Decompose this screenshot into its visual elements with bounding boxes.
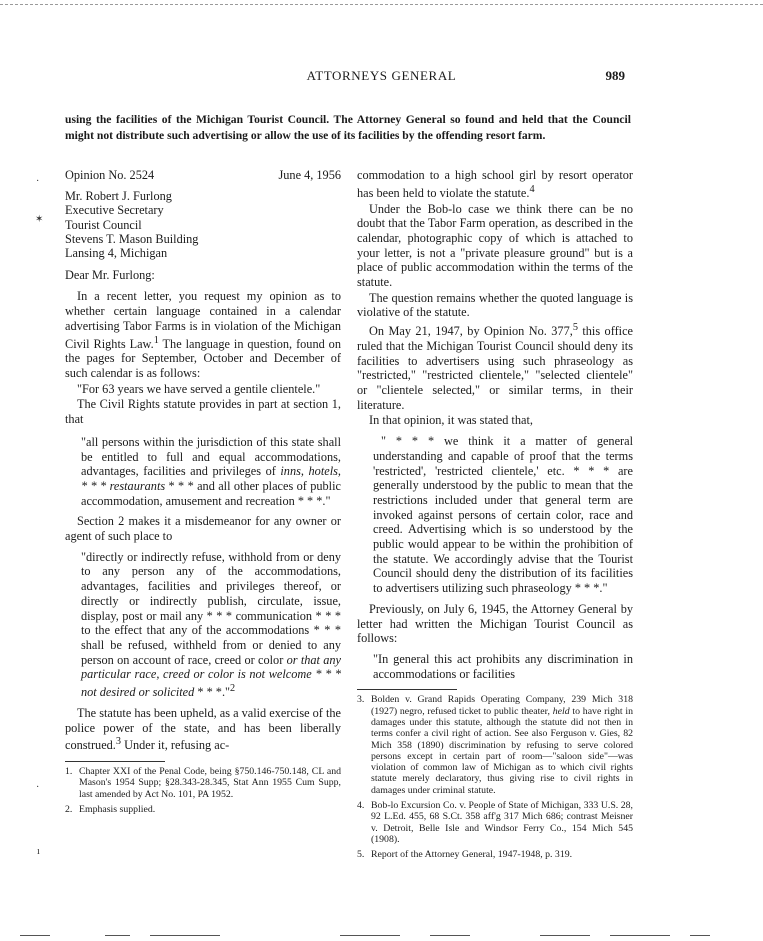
- body-paragraph: Under the Bob-lo case we think there can be no doubt that the Tabor Farm operation, as described in the calendar, photographic copy of which is attached to your letter, is not a "private pleasure ground" but is a place of public accommodation within the terms of the statute.: [357, 201, 633, 290]
- footnote: 5. Report of the Attorney General, 1947-1948, p. 319.: [357, 849, 573, 861]
- footnote-divider: [357, 689, 457, 690]
- footnote: 1. Chapter XXI of the Penal Code, being §750.146-750.148, CL and Mason's 1954 Supp; §28.343-28.345, Stat Ann 1955 Cum Supp, last amended by Act No. 101, PA 1952.: [65, 766, 341, 800]
- scan-speck: ı: [37, 846, 40, 857]
- footnotes-left: [65, 766, 341, 815]
- footnote: 3. Bolden v. Grand Rapids Operating Company, 239 Mich 318 (1927) negro, refused ticket to public theater, held to have right in damages under this statute, although the statute did not then in terms confer a civil right of action. See also Ferguson v. Gies, 82 Mich 358 (1890) discrimination by refusing to serve colored persons except in certain part of room—"saloon side"—was violation of common law of Michigan as to which civil rights statute merely declaratory, thus giving rise to civil rights in damages under criminal statute.: [357, 694, 633, 796]
- page-number: 989: [605, 68, 625, 83]
- body-paragraph: On May 21, 1947, by Opinion No. 377,$^5$ this office ruled that the Michigan Tourist Council should deny its facilities to advertisers using such phraseology as "restricted," "restricted clientele," "selected clientele" or "clientele selected," or similar terms, in their literature.: [357, 322, 633, 412]
- footnote-ref: 4: [529, 183, 535, 195]
- body-paragraph: commodation to a high school girl by resort operator has been held to violate the statute.$^4$: [357, 168, 633, 200]
- body-paragraph: The Civil Rights statute provides in part at section 1, that: [65, 397, 341, 427]
- letter-quote: "In general this act prohibits any discrimination in accommodations or facilities: [373, 651, 633, 681]
- body-paragraph: In a recent letter, you request my opinion as to whether certain language contained in a calendar advertising Tabor Farms is in violation of the Michigan Civil Rights Law.$^1$ The language in question, found on the pages for September, October and December of such calendar is as follows:: [65, 289, 341, 381]
- footnote-ref: 2: [230, 683, 236, 695]
- salutation: Dear Mr. Furlong:: [65, 267, 155, 282]
- footnote-ref: 5: [572, 322, 578, 334]
- scan-top-edge: [0, 4, 763, 5]
- opinion-date: June 4, 1956: [278, 168, 341, 182]
- footnote-ref: 1: [153, 334, 159, 346]
- opinion-number: Opinion No. 2524: [65, 168, 155, 182]
- body-paragraph: Previously, on July 6, 1945, the Attorney General by letter had written the Michigan Tourist Council as follows:: [357, 601, 633, 646]
- scan-bottom-edge: [0, 935, 763, 941]
- quoted-language: "For 63 years we have served a gentile clientele.": [77, 381, 321, 396]
- summary-paragraph: using the facilities of the Michigan Tourist Council. The Attorney General so found and held that the Council might not distribute such advertising or allow the use of its facilities by the offending resort farm.: [65, 113, 631, 142]
- statute-quote: "directly or indirectly refuse, withhold from or deny to any person any of the accommodations, advantages, facilities and privileges thereof, or directly or indirectly publish, circulate, issue, display, post or mail any * * * communication * * * to the effect that any of the accommodations * * * shall be refused, withheld from or denied to any person on account of race, creed or color or that any particular race, creed or color is not welcome * * * not desired or solicited * * *."$^2$: [81, 549, 342, 700]
- footnote: 4. Bob-lo Excursion Co. v. People of State of Michigan, 333 U.S. 28, 92 L.Ed. 455, 68 S.Ct. 358 aff'g 317 Mich 686; contrast Meisner v. Detroit, Belle Isle and Windsor Ferry Co., 154 Mich 545 (1908).: [357, 800, 633, 845]
- running-header-title: ATTORNEYS GENERAL: [306, 68, 457, 83]
- body-paragraph: Section 2 makes it a misdemeanor for any owner or agent of such place to: [65, 514, 341, 544]
- addressee-block: [65, 189, 341, 261]
- scan-speck: ·: [36, 782, 40, 793]
- footnote-ref: 3: [115, 736, 122, 748]
- body-paragraph: The question remains whether the quoted language is violative of the statute.: [357, 290, 633, 320]
- footnote-divider: [65, 761, 165, 762]
- opinion-heading: [65, 168, 341, 183]
- opinion-quote: " * * * we think it a matter of general understanding and capable of proof that the terms 'restricted', 'restricted clientele,' etc. * * * are generally understood by the public to mean that the restrictions included under that general term are invoked against persons of certain color, race and creed. Advertising which is so understood by the public would appear to be within the prohibition of the statute. We accordingly advise that the Tourist Council should deny the distribution of its facilities to advertisers utilizing such phraseology * * *.": [373, 434, 633, 596]
- statute-quote: "all persons within the jurisdiction of this state shall be entitled to full and equal accommodations, advantages, facilities and privileges of inns, hotels, * * * restaurants * * * and all other places of public accommodation, amusement and recreation * * *.": [81, 434, 341, 508]
- addressee-line: Stevens T. Mason Building: [65, 231, 199, 246]
- body-paragraph: The statute has been upheld, as a valid exercise of the police power of the state, and has been liberally construed.$^3$ Under it, refusing ac-: [65, 705, 341, 753]
- footnote: 2. Emphasis supplied.: [65, 804, 156, 815]
- body-paragraph: In that opinion, it was stated that,: [369, 413, 533, 428]
- scan-speck: ·: [36, 176, 40, 187]
- addressee-line: Tourist Council: [65, 217, 142, 232]
- addressee-line: Mr. Robert J. Furlong: [65, 188, 172, 203]
- scan-speck: ✶: [35, 214, 44, 225]
- right-column: [357, 168, 633, 865]
- addressee-line: Lansing 4, Michigan: [65, 246, 168, 261]
- footnotes-right: [357, 694, 633, 860]
- addressee-line: Executive Secretary: [65, 203, 164, 218]
- left-column: [65, 168, 341, 819]
